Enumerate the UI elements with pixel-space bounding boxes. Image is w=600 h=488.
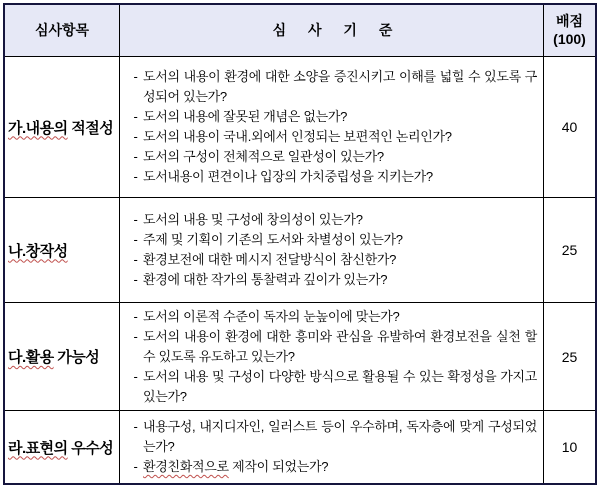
criterion-item: - 도서의 내용이 국내.외에서 인정되는 보편적인 논리인가? [128, 127, 537, 147]
dash-bullet: - [133, 272, 138, 287]
table-row-usability [5, 303, 595, 411]
row2-criteria-cell [120, 198, 544, 302]
row4-label-marked: 라.표현의 [8, 439, 68, 457]
dash-bullet: - [133, 252, 138, 267]
dash-bullet: - [133, 109, 138, 124]
table-row-creativity [5, 198, 595, 303]
header-criteria-label: 심 사 기 준 [272, 21, 402, 38]
dash-bullet: - [133, 212, 138, 227]
row3-label-marked: 다.활용 [8, 349, 54, 366]
header-cell-items [5, 5, 120, 56]
row4-label-rest: 우수성 [67, 439, 114, 457]
row3-score: 25 [561, 348, 578, 365]
header-cell-criteria [120, 5, 544, 56]
criterion-item: - 도서내용이 편견이나 입장의 가치중립성을 지키는가? [128, 167, 537, 187]
criterion-item: - 도서의 이론적 수준이 독자의 눈높이에 맞는가? [128, 307, 537, 327]
row2-label-cell [5, 198, 120, 302]
dash-bullet: - [133, 149, 138, 164]
row1-label-cell [5, 57, 120, 197]
row2-score-cell [544, 198, 595, 302]
criterion-item: - 환경에 대한 작가의 통찰력과 깊이가 있는가? [128, 270, 537, 290]
row3-criteria-cell [120, 303, 544, 410]
criterion-item: - 도서의 구성이 전체적으로 일관성이 있는가? [128, 147, 537, 167]
criterion-item: - 도서의 내용 및 구성이 다양한 방식으로 활용될 수 있는 확정성을 가지고 있는가? [128, 367, 537, 407]
dash-bullet: - [133, 169, 138, 184]
row1-label-marked: 가.내용의 [8, 119, 68, 137]
criterion-text-rest: 제작이 되었는가? [228, 459, 329, 474]
row4-criteria-cell [120, 411, 544, 483]
row4-label [8, 437, 113, 458]
criterion-item: - 도서의 내용에 잘못된 개념은 없는가? [128, 107, 537, 127]
table-header-row [5, 5, 595, 57]
criterion-item: - 내용구성, 내지디자인, 일러스트 등이 우수하며, 독자층에 맞게 구성되었는가? [128, 417, 537, 457]
row4-score-cell [544, 411, 595, 483]
header-score-line1: 배점 [555, 13, 584, 29]
row4-label-cell [5, 411, 120, 483]
evaluation-criteria-table [3, 3, 597, 485]
criterion-item: - 주제 및 기획이 기존의 도서와 차별성이 있는가? [128, 230, 537, 250]
misspelled-word: 환경친화적으로 [143, 459, 229, 474]
criterion-item: - 환경보전에 대한 메시지 전달방식이 참신한가? [128, 250, 537, 270]
criterion-item: - 도서의 내용이 환경에 대한 흥미와 관심을 유발하여 환경보전을 실천 할 수 있도록 유도하고 있는가? [128, 327, 537, 367]
table-row-content-appropriateness [5, 57, 595, 198]
row3-label-rest: 가능성 [53, 349, 100, 366]
row3-label-cell [5, 303, 120, 410]
header-score-line2: (100) [553, 30, 586, 47]
header-items-label: 심사항목 [34, 21, 90, 38]
row1-score-cell [544, 57, 595, 197]
row2-label-marked: 나.창작성 [8, 242, 68, 260]
dash-bullet: - [133, 69, 138, 84]
dash-bullet: - [133, 232, 138, 247]
dash-bullet: - [133, 419, 138, 434]
row3-score-cell [544, 303, 595, 410]
criterion-item: - 도서의 내용이 환경에 대한 소양을 증진시키고 이해를 넓힐 수 있도록 구성되어 있는가? [128, 67, 537, 107]
header-cell-score [544, 5, 595, 56]
dash-bullet: - [133, 459, 138, 474]
table-row-expression [5, 411, 595, 483]
row2-label [8, 240, 68, 261]
dash-bullet: - [133, 328, 138, 344]
row4-score: 10 [561, 439, 578, 455]
row3-label [8, 346, 99, 367]
dash-bullet: - [133, 308, 138, 324]
row1-score: 40 [561, 119, 578, 135]
row1-label [8, 117, 113, 138]
header-score-label [553, 13, 586, 48]
row1-label-rest: 적절성 [67, 119, 114, 137]
row2-score: 25 [561, 242, 578, 258]
dash-bullet: - [133, 368, 138, 384]
row1-criteria-cell [120, 57, 544, 197]
dash-bullet: - [133, 129, 138, 144]
criterion-item [128, 457, 537, 477]
criterion-item: - 도서의 내용 및 구성에 창의성이 있는가? [128, 210, 537, 230]
